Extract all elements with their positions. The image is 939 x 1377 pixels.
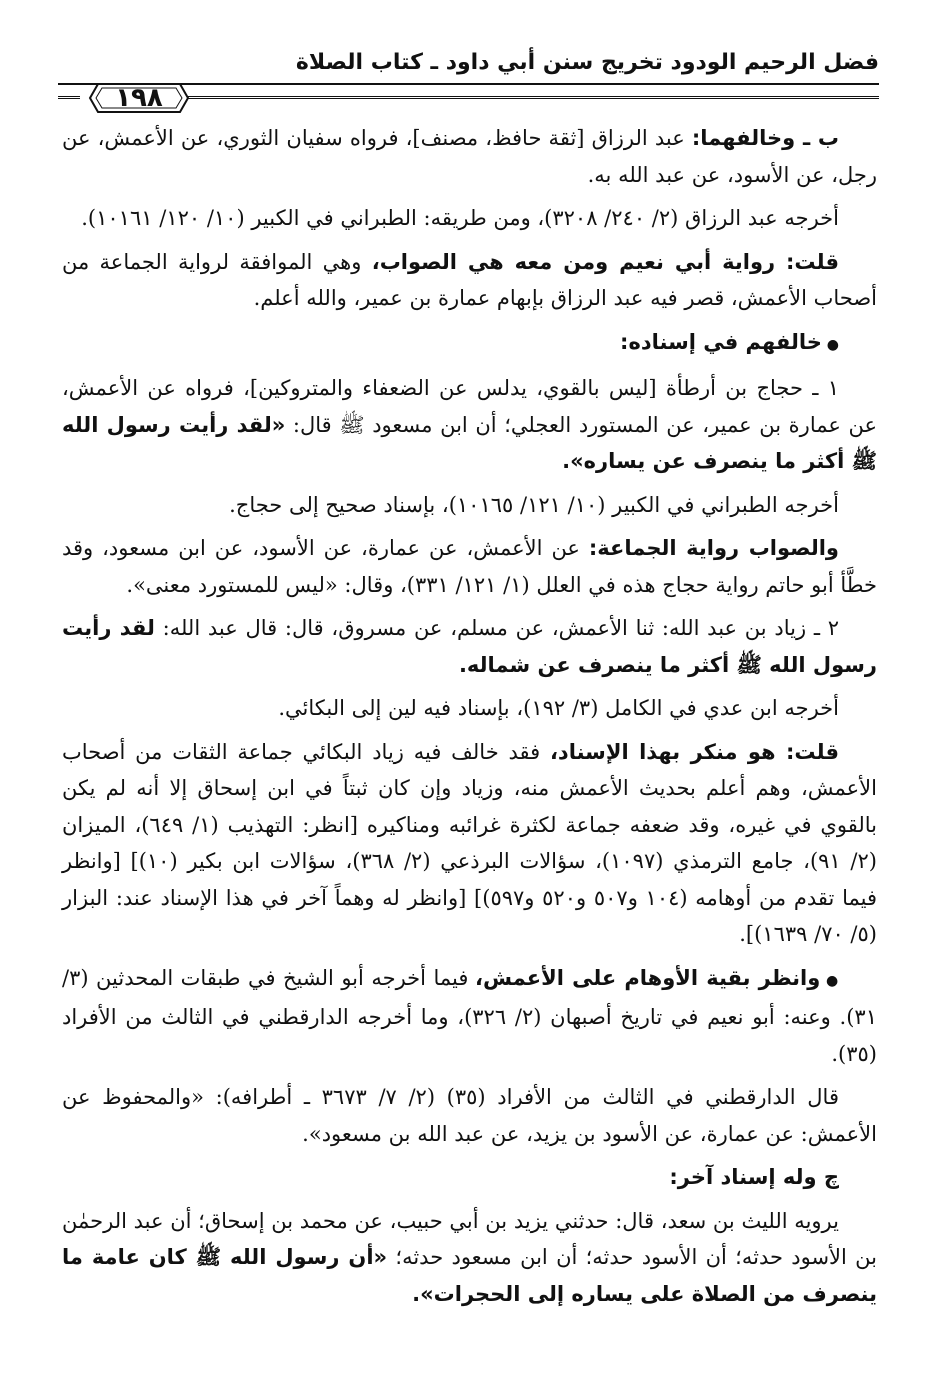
body-text	[62, 120, 877, 1319]
paragraph	[62, 530, 877, 603]
paragraph-text: أخرجه الطبراني في الكبير (١٠/ ١٢١/ ١٠١٦٥)، بإسناد صحيح إلى حجاج.	[229, 492, 839, 517]
paragraph	[62, 200, 877, 237]
paragraph	[62, 960, 877, 1073]
section-heading: ● خالفهم في إسناده:	[620, 330, 839, 354]
paragraph-text: ١ ـ حجاج بن أرطأة [ليس بالقوي، يدلس عن الضعفاء والمتروكين]، فرواه عن الأعمش، عن عمارة بن عمير، عن المستورد العجلي؛ أن ابن مسعود ﷺ قال:	[62, 376, 877, 437]
paragraph	[62, 1203, 877, 1313]
paragraph-lead: ب ـ وخالفهما:	[691, 126, 840, 150]
paragraph	[62, 244, 877, 317]
paragraph-text: أخرجه عبد الرزاق (٢/ ٢٤٠/ ٣٢٠٨)، ومن طريقه: الطبراني في الكبير (١٠/ ١٢٠/ ١٠١٦١).	[81, 206, 839, 230]
page-number-frame	[84, 80, 194, 116]
paragraph-text: وهي الموافقة لرواية الجماعة من أصحاب الأعمش، قصر فيه عبد الرزاق بإبهام عمارة بن عمير، والله أعلم.	[62, 249, 877, 310]
paragraph-lead: ● وانظر بقية الأوهام على الأعمش،	[475, 966, 839, 990]
hadith-text: «لقد رأيت رسول الله ﷺ أكثر ما ينصرف عن يساره».	[62, 412, 877, 473]
paragraph-text: عبد الرزاق [ثقة حافظ، مصنف]، فرواه سفيان الثوري، عن الأعمش، عن رجل، عن الأسود، عن عبد الله به.	[62, 126, 877, 187]
running-title: فضل الرحيم الودود تخريج سنن أبي داود ـ كتاب الصلاة	[295, 50, 879, 75]
paragraph-text: عن الأعمش، عن عمارة، عن الأسود، عن ابن مسعود، وقد خطَّأ أبو حاتم رواية حجاج هذه في العلل (١/ ١٢١/ ٣٣١)، وقال: «ليس للمستورد معنى».	[62, 536, 877, 597]
paragraph-lead: والصواب رواية الجماعة:	[588, 536, 839, 560]
paragraph	[62, 734, 877, 953]
paragraph	[62, 1159, 877, 1196]
paragraph-lead: قلت: رواية أبي نعيم ومن معه هي الصواب،	[371, 249, 839, 274]
hadith-text: «أن رسول الله ﷺ كان عامة ما ينصرف من الصلاة على يساره إلى الحجرات».	[62, 1245, 877, 1306]
page-number: ١٩٨	[115, 83, 163, 113]
paragraph-lead: قلت: هو منكر بهذا الإسناد،	[549, 739, 839, 764]
paragraph	[62, 690, 877, 727]
paragraph	[62, 1079, 877, 1152]
paragraph-text: أخرجه ابن عدي في الكامل (٣/ ١٩٢)، بإسناد فيه لين إلى البكائي.	[278, 696, 839, 720]
header-double-rule-left	[58, 96, 80, 102]
hadith-text: لقد رأيت رسول الله ﷺ أكثر ما ينصرف عن شماله.	[62, 616, 877, 677]
section-heading: ﭺ وله إسناد آخر:	[669, 1165, 839, 1189]
paragraph-text: فيما أخرجه أبو الشيخ في طبقات المحدثين (٣/ ٣١). وعنه: أبو نعيم في تاريخ أصبهان (٢/ ٣٢٦)، وما أخرجه الدارقطني في الثالث من الأفراد (٣٥).	[62, 965, 877, 1066]
paragraph-text: قال الدارقطني في الثالث من الأفراد (٣٥) (٢/ ٧/ ٣٦٧٣ ـ أطرافه): «والمحفوظ عن الأعمش: عن عمارة، عن الأسود بن يزيد، عن عبد الله بن مسعود».	[62, 1085, 877, 1146]
paragraph	[62, 120, 877, 193]
paragraph	[62, 370, 877, 480]
paragraph	[62, 610, 877, 683]
paragraph	[62, 487, 877, 524]
paragraph	[62, 324, 877, 364]
header-double-rule	[129, 96, 879, 102]
paragraph-text: ٢ ـ زياد بن عبد الله: ثنا الأعمش، عن مسلم، عن مسروق، قال: قال عبد الله:	[154, 616, 839, 640]
paragraph-text: فقد خالف فيه زياد البكائي جماعة الثقات من أصحاب الأعمش، وهم أعلم بحديث الأعمش منه، وزياد وإن كان ثبتاً في ابن إسحاق إلا أنه لم يكن بالقوي في غيره، وقد ضعفه جماعة لكثرة غرائبه ومناكيره [انظر: التهذيب (١/ ٦٤٩)، الميزان (٢/ ٩١)، جامع الترمذي (١٠٩٧)، سؤالات البرذعي (٢/ ٣٦٨)، سؤالات ابن بكير (١٠)] [وانظر فيما تقدم من أوهامه (١٠٤ و٥٠٧ و٥٢٠ و٥٩٧)] [وانظر له وهماً آخر في هذا الإسناد عند: البزار (٥/ ٧٠/ ١٦٣٩)].	[62, 739, 877, 946]
paragraph-text: يرويه الليث بن سعد، قال: حدثني يزيد بن أبي حبيب، عن محمد بن إسحاق؛ أن عبد الرحمٰن بن الأسود حدثه؛ أن الأسود حدثه؛ أن ابن مسعود حدثه؛	[62, 1208, 878, 1269]
page-header	[58, 48, 879, 113]
